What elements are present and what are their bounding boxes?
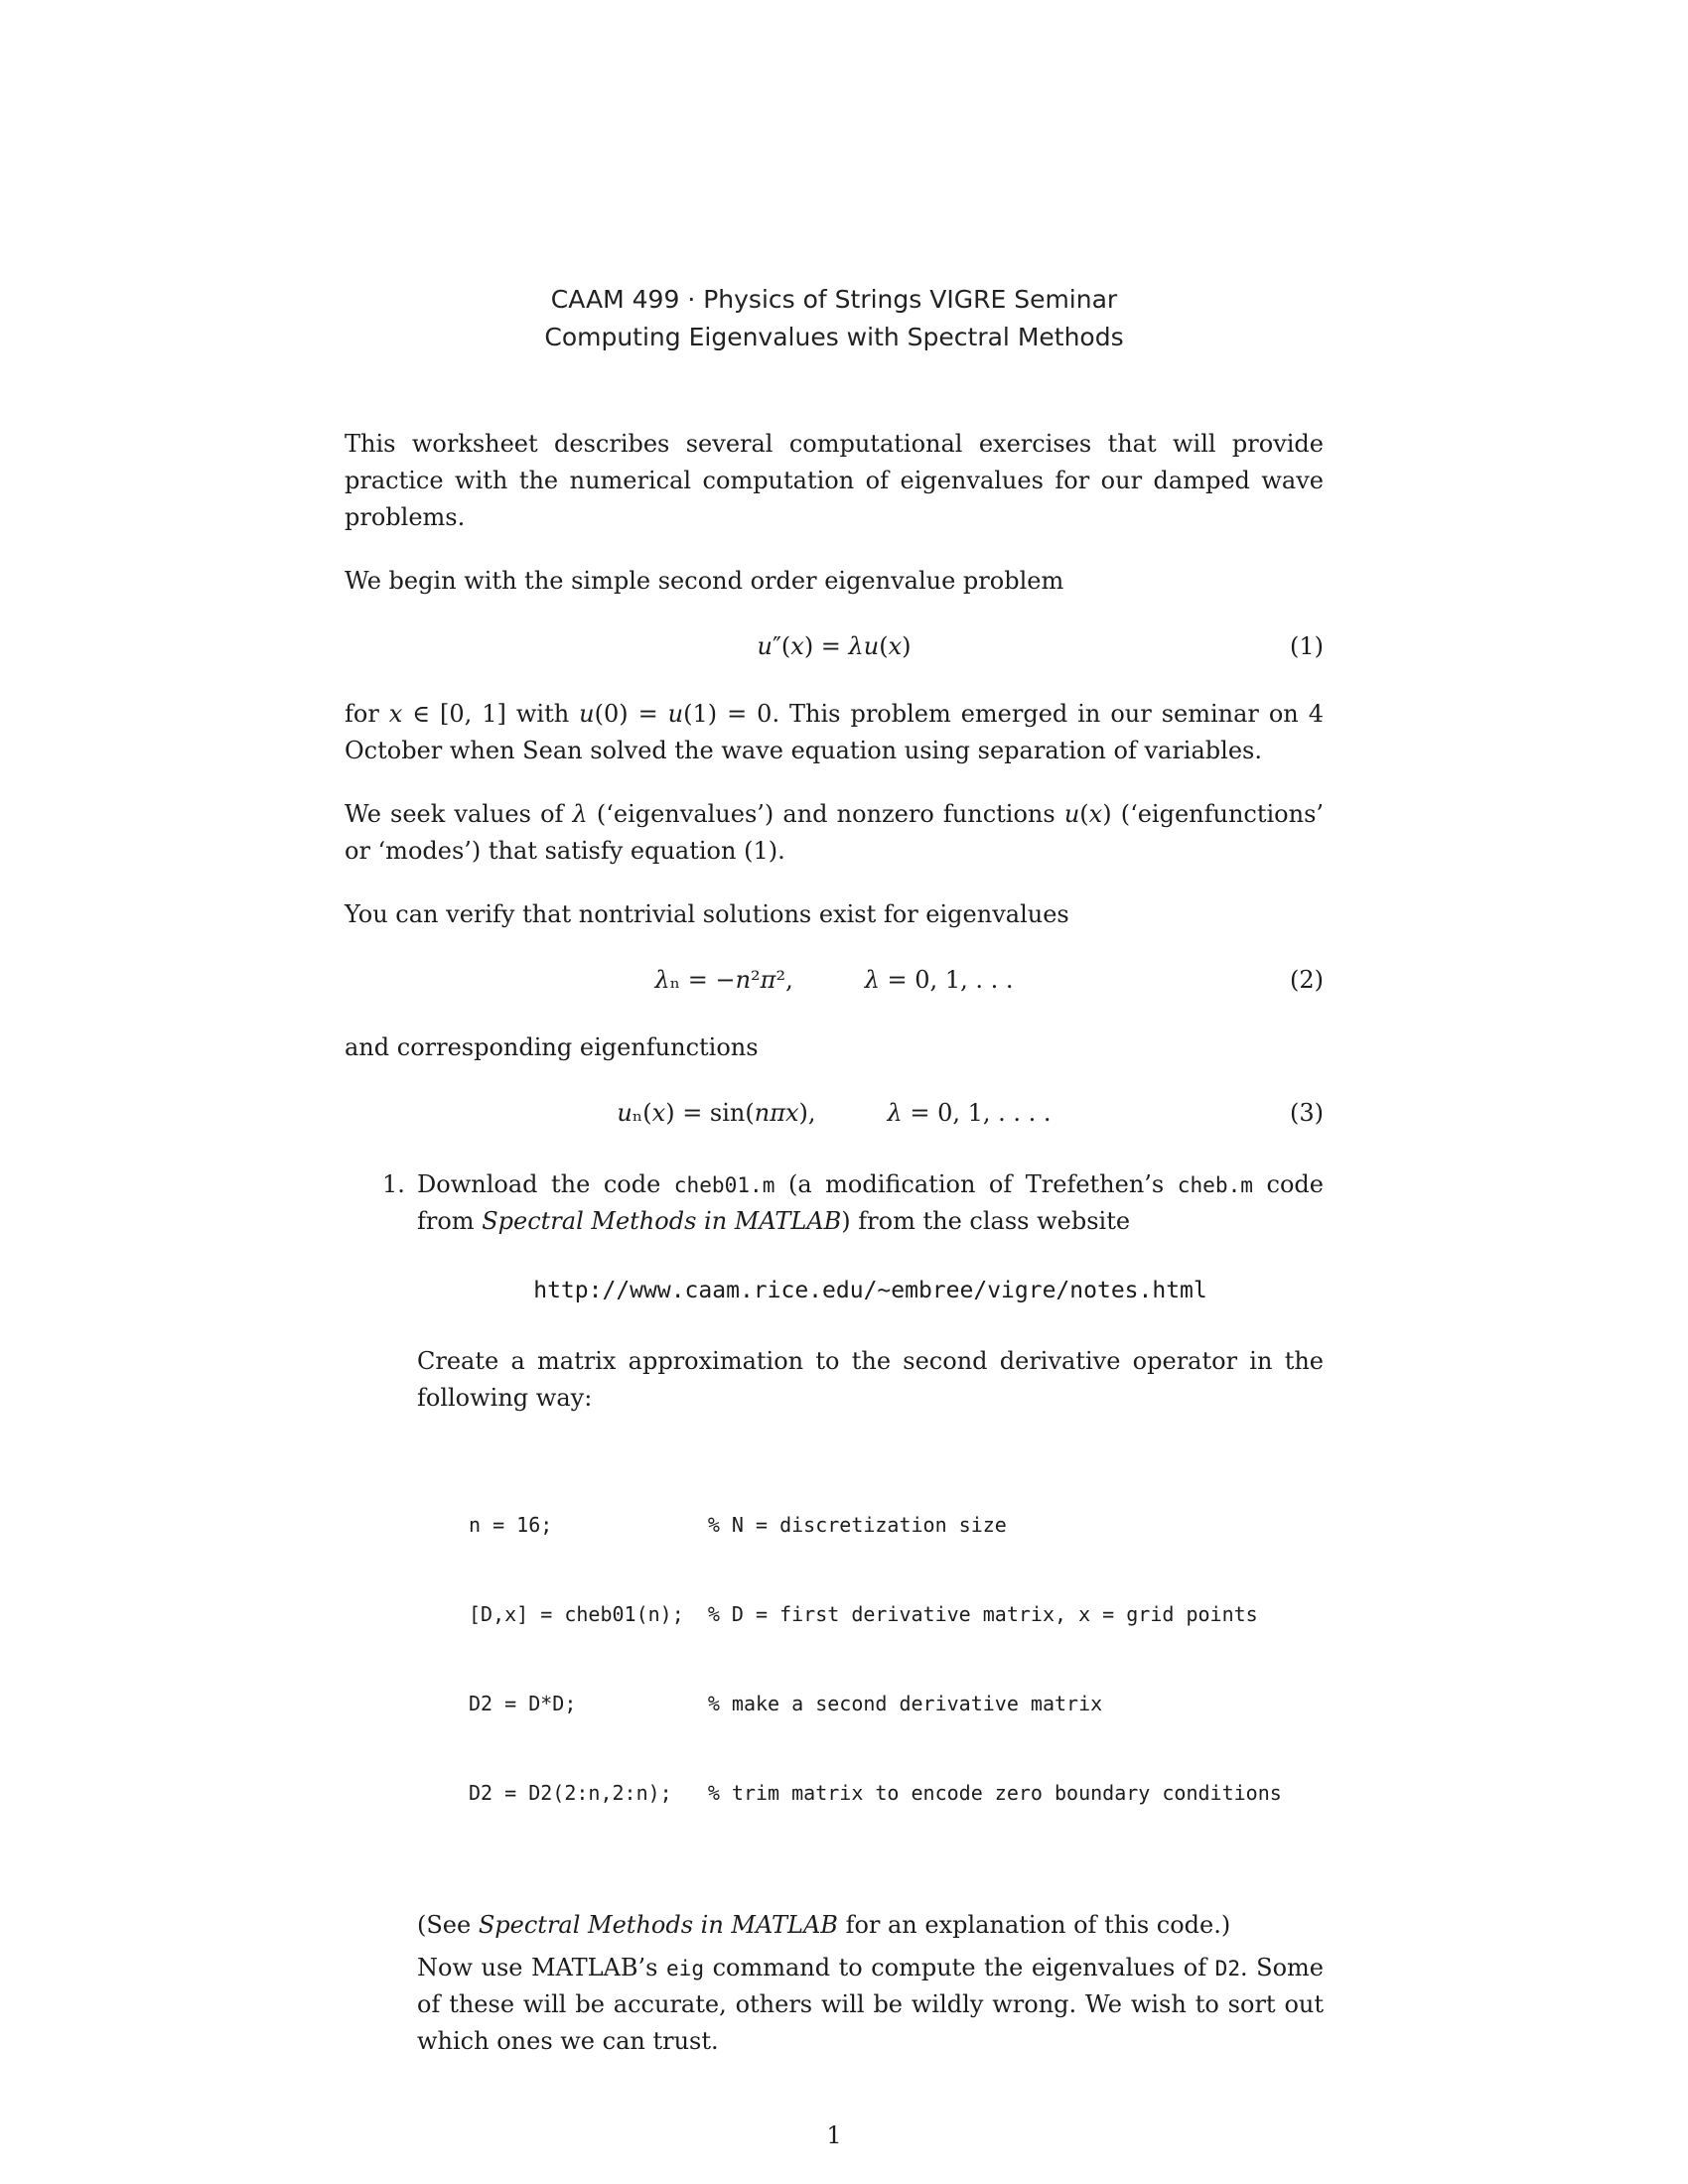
code-line: D2 = D2(2:n,2:n); % trim matrix to encode zero boundary conditions [469, 1781, 1282, 1805]
equation-2-formula: λₙ = −n²π², λ = 0, 1, . . . [654, 966, 1014, 994]
list-item-1 [345, 1166, 1324, 2060]
paragraph-use-eig: Now use MATLAB’s eig command to compute the eigenvalues of D2. Some of these will be accurate, others will be wildly wrong. We wish to sort out which ones we can trust. [417, 1954, 1325, 2055]
equation-1-formula: u″(x) = λu(x) [757, 632, 912, 660]
code-line: [D,x] = cheb01(n); % D = first derivative matrix, x = grid points [469, 1602, 1258, 1626]
list-item-1-marker: 1. [382, 1170, 405, 1198]
title-line-1: CAAM 499 · Physics of Strings VIGRE Seminar [550, 285, 1118, 314]
paragraph-verify: You can verify that nontrivial solutions exist for eigenvalues [345, 900, 1069, 928]
paragraph-intro: This worksheet describes several computational exercises that will provide practice with the numerical computation of eigenvalues for our damped wave problems. [345, 430, 1324, 531]
equation-2-number: (2) [1290, 966, 1324, 994]
paragraph-seek-values: We seek values of λ (‘eigenvalues’) and nonzero functions u(x) (‘eigenfunctions’ or ‘modes’) that satisfy equation (1). [345, 800, 1325, 865]
paragraph-eigenfunctions: and corresponding eigenfunctions [345, 1033, 759, 1061]
equation-3 [345, 1093, 1324, 1133]
course-url[interactable]: http://www.caam.rice.edu/~embree/vigre/notes.html [533, 1278, 1207, 1303]
paragraph-create-matrix: Create a matrix approximation to the second derivative operator in the following way: [417, 1347, 1324, 1412]
title-line-2: Computing Eigenvalues with Spectral Methods [544, 323, 1124, 351]
paragraph-begin: We begin with the simple second order eigenvalue problem [345, 567, 1064, 595]
exercise-list [345, 1166, 1324, 2060]
document-content [345, 0, 1324, 2149]
paragraph-download: Download the code cheb01.m (a modification of Trefethen’s cheb.m code from Spectral Methods in MATLAB) from the class website [417, 1170, 1325, 1235]
matlab-code-block [469, 1450, 1324, 1867]
paragraph-domain: for x ∈ [0, 1] with u(0) = u(1) = 0. This problem emerged in our seminar on 4 October when Sean solved the wave equation using separation of variables. [345, 700, 1325, 764]
page-number: 1 [826, 2121, 842, 2149]
code-line: n = 16; % N = discretization size [469, 1513, 1007, 1537]
equation-2 [345, 960, 1324, 1000]
equation-1-number: (1) [1290, 632, 1324, 660]
equation-1 [345, 626, 1324, 666]
paragraph-see-reference: (See Spectral Methods in MATLAB for an explanation of this code.) [417, 1911, 1231, 1939]
list-item-1-body [417, 1166, 1324, 2060]
equation-3-number: (3) [1290, 1099, 1324, 1127]
equation-3-formula: uₙ(x) = sin(nπx), λ = 0, 1, . . . . [617, 1099, 1052, 1127]
code-line: D2 = D*D; % make a second derivative matrix [469, 1692, 1103, 1715]
document-title [345, 281, 1324, 356]
